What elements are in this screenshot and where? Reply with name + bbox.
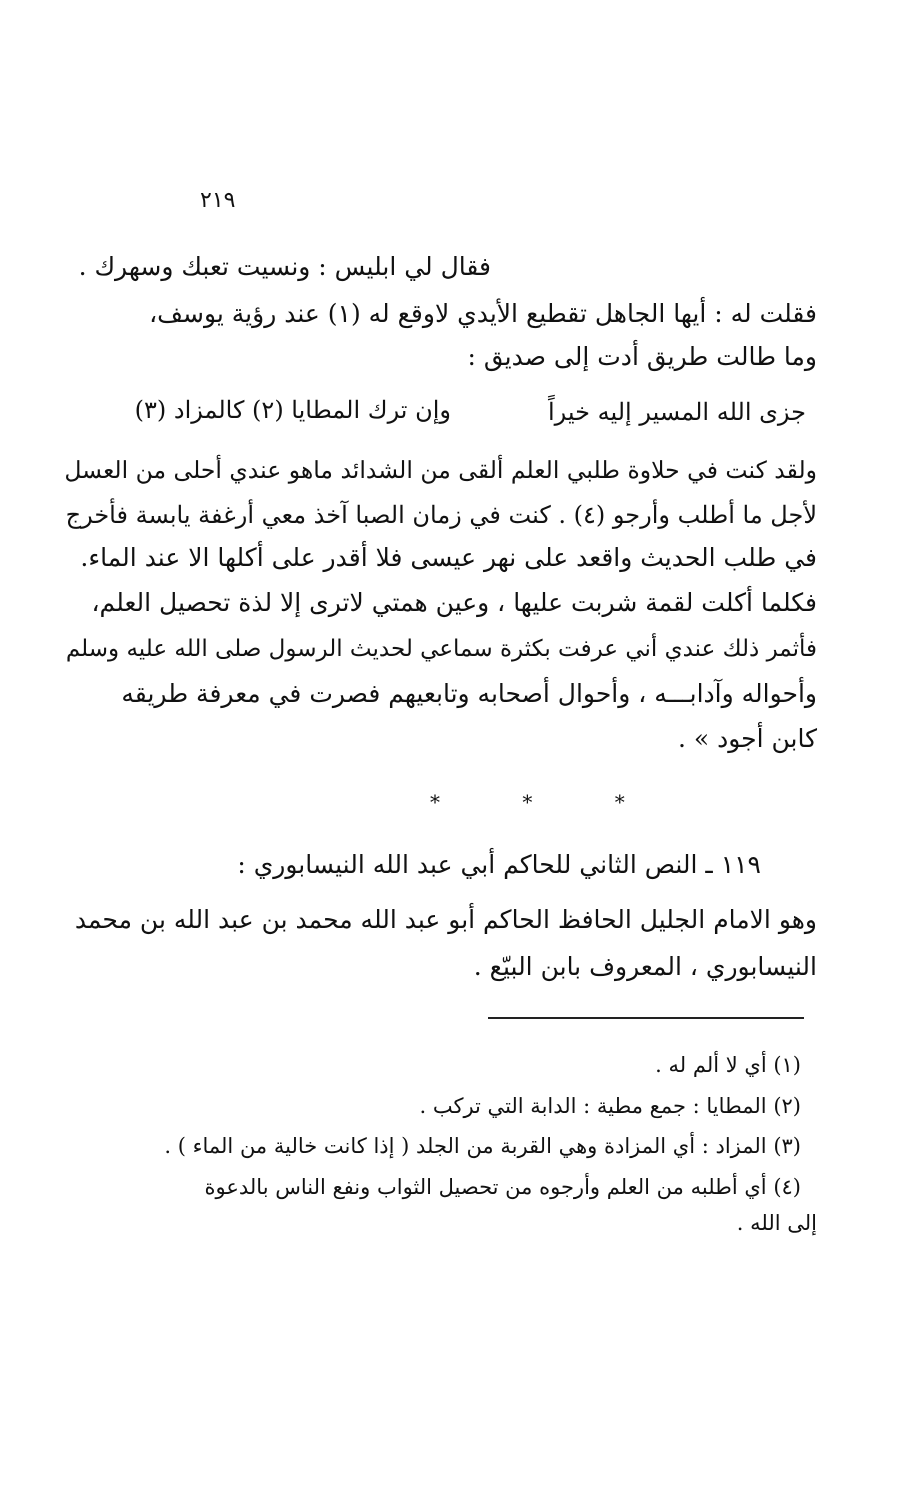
paragraph-line: النيسابوري ، المعروف بابن البيّع . bbox=[473, 952, 817, 981]
paragraph-line: وما طالت طريق أدت إلى صديق : bbox=[467, 342, 817, 371]
paragraph-line: كابن أجود » . bbox=[677, 724, 817, 753]
page-number: ٢١٩ bbox=[200, 188, 236, 213]
paragraph-line: لأجل ما أطلب وأرجو (٤) . كنت في زمان الصبا آخذ معي أرغفة يابسة فأخرج bbox=[65, 501, 817, 529]
paragraph-line: فقال لي ابليس : ونسيت تعبك وسهرك . bbox=[78, 252, 491, 281]
paragraph-line: ولقد كنت في حلاوة طلبي العلم ألقى من الشدائد ماهو عندي أحلى من العسل bbox=[64, 456, 817, 484]
footnote-2: (٢) المطايا : جمع مطية : الدابة التي تركب . bbox=[419, 1094, 801, 1118]
verse-hemistich-left: وإن ترك المطايا (٢) كالمزاد (٣) bbox=[134, 396, 451, 424]
paragraph-line: فكلما أكلت لقمة شربت عليها ، وعين همتي لاترى إلا لذة تحصيل العلم، bbox=[91, 588, 817, 617]
footnote-divider bbox=[488, 1017, 804, 1019]
footnote-4-continuation: إلى الله . bbox=[736, 1211, 817, 1235]
paragraph-line: في طلب الحديث واقعد على نهر عيسى فلا أقدر على أكلها الا عند الماء. bbox=[80, 543, 817, 572]
footnote-1: (١) أي لا ألم له . bbox=[655, 1053, 801, 1077]
paragraph-line: وهو الامام الجليل الحافظ الحاكم أبو عبد الله محمد بن عبد الله بن محمد bbox=[74, 905, 817, 934]
paragraph-line: وأحواله وآدابـــه ، وأحوال أصحابه وتابعيهم فصرت في معرفة طريقه bbox=[121, 679, 817, 708]
paragraph-line: فأثمر ذلك عندي أني عرفت بكثرة سماعي لحديث الرسول صلى الله عليه وسلم bbox=[65, 636, 817, 662]
verse-hemistich-right: جزى الله المسير إليه خيراً bbox=[548, 398, 806, 426]
section-separator: * * * bbox=[430, 790, 663, 814]
section-heading: ١١٩ ـ النص الثاني للحاكم أبي عبد الله النيسابوري : bbox=[237, 850, 761, 879]
paragraph-line: فقلت له : أيها الجاهل تقطيع الأيدي لاوقع له (١) عند رؤية يوسف، bbox=[149, 299, 817, 328]
footnote-3: (٣) المزاد : أي المزادة وهي القربة من الجلد ( إذا كانت خالية من الماء ) . bbox=[164, 1134, 801, 1158]
footnote-4: (٤) أي أطلبه من العلم وأرجوه من تحصيل الثواب ونفع الناس بالدعوة bbox=[204, 1175, 801, 1199]
